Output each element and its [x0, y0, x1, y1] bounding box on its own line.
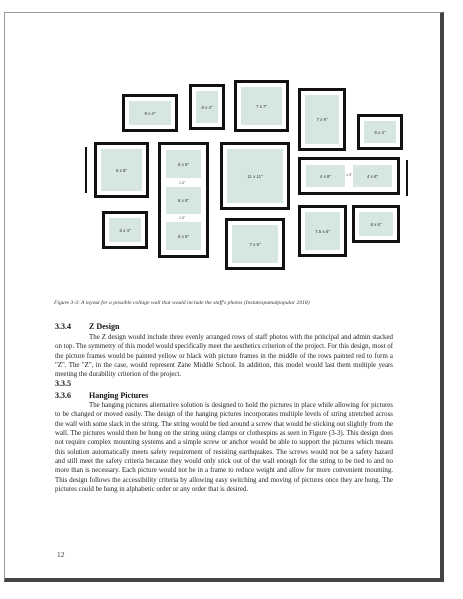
section-title: Hanging Pictures: [89, 391, 149, 400]
frame-6x4-top: [189, 84, 225, 130]
page-number: 12: [57, 550, 65, 559]
section-title: Z Design: [89, 322, 120, 331]
frame-6x4-bottom: [102, 211, 148, 249]
frame-5x8: [94, 142, 149, 198]
frame-label: 6 x 4": [119, 227, 131, 233]
hanging-bar-left: [85, 147, 87, 193]
frame-9x4: [122, 94, 178, 132]
frame-label: 7.5 x 6": [315, 228, 330, 234]
frame-label: 7 x 9": [249, 241, 261, 247]
mat-4x8-b: [353, 165, 392, 187]
frame-7x9-bottom: [225, 218, 285, 270]
frame-11x11: [220, 142, 290, 210]
figure-caption: Figure 3-3: A layout for a possible collage wall that would include the staff's photos (Instatexpamalpopular 2018): [54, 300, 310, 306]
frame-label: 7 x 9": [316, 117, 328, 122]
frame-label: 7 x 7": [255, 103, 268, 109]
section-number: 3.3.4: [55, 322, 71, 331]
section-number: 3.3.5: [55, 379, 71, 388]
section-number: 3.3.6: [55, 391, 71, 400]
gap-label: 1.5": [346, 173, 353, 177]
gap-label: 1.5": [179, 181, 186, 185]
frame-label: 6 x 6": [177, 198, 190, 203]
frame-label: 4 x 8": [366, 173, 379, 179]
mat-4x8-a: [306, 165, 345, 187]
frame-label: 9 x 4": [144, 110, 156, 116]
mat-6x6-a: [166, 150, 201, 178]
mat-6x6-c: [166, 222, 201, 250]
section-heading-3-3-5: [55, 379, 89, 388]
mat-6x6-b: [166, 187, 201, 214]
frame-7x7: [234, 80, 289, 132]
frame-7x9: [298, 88, 346, 151]
frame-label: 8 x 6": [370, 221, 382, 227]
frame-6x4-right: [357, 114, 403, 150]
frame-label: 4 x 8": [319, 173, 332, 179]
gap-label: 1.5": [179, 216, 186, 220]
frame-label: 6 x 6": [177, 233, 190, 239]
frame-label: 6 x 4": [374, 129, 386, 135]
frame-label: 5 x 8": [115, 167, 128, 173]
frame-7-5x6: [298, 205, 347, 257]
frame-label: 6 x 4": [201, 104, 213, 110]
hanging-bar-right: [406, 160, 408, 196]
frame-label: 11 x 11": [247, 173, 263, 179]
z-design-paragraph: The Z design would include three evenly arranged rows of staff photos with the principal and admin stacked on top. The symmetry of this model would specifically meet the aesthetics criterion of the project. For this design, most of the picture frames would be painted yellow or black with picture frames in the middle of the rows painted red to form a "Z". The "Z", in the case, would represent Zane Middle School. In addition, this model would last them multiple years meeting the durability criterion of the project.: [55, 334, 393, 379]
hanging-pictures-paragraph: The hanging pictures alternative solution is designed to hold the pictures in place while allowing for pictures to be changed or moved easily. The design of the hanging pictures incorporates multiple levels of string stretched across the wall with some slack in the string. The string would be tied around a screw that would be sticking out slightly from the wall. The pictures would then be hung on the string using clamps or clothespins as seen in Figure (3-3). This design does not require complex mounting systems and a simple screw or anchor would be able to support the pictures which means this solution automatically meets safety requirement of resisting earthquakes. The screws would not be a safety hazard and still meet the safety criteria because they would only stick out of the wall enough for the string to be tied to and no more than is necessary. Each picture would not be in a frame to reduce weight and allow for more convenient mounting. This design follows the accessibility criteria by allowing easy switching and moving of pictures once they are hung. The pictures could be hung in alphabetic order or any order that is desired.: [55, 402, 393, 494]
section-heading-3-3-4: [55, 322, 119, 331]
section-heading-3-3-6: [55, 391, 148, 400]
frame-label: 6 x 6": [177, 161, 190, 167]
frame-8x6: [352, 205, 400, 243]
